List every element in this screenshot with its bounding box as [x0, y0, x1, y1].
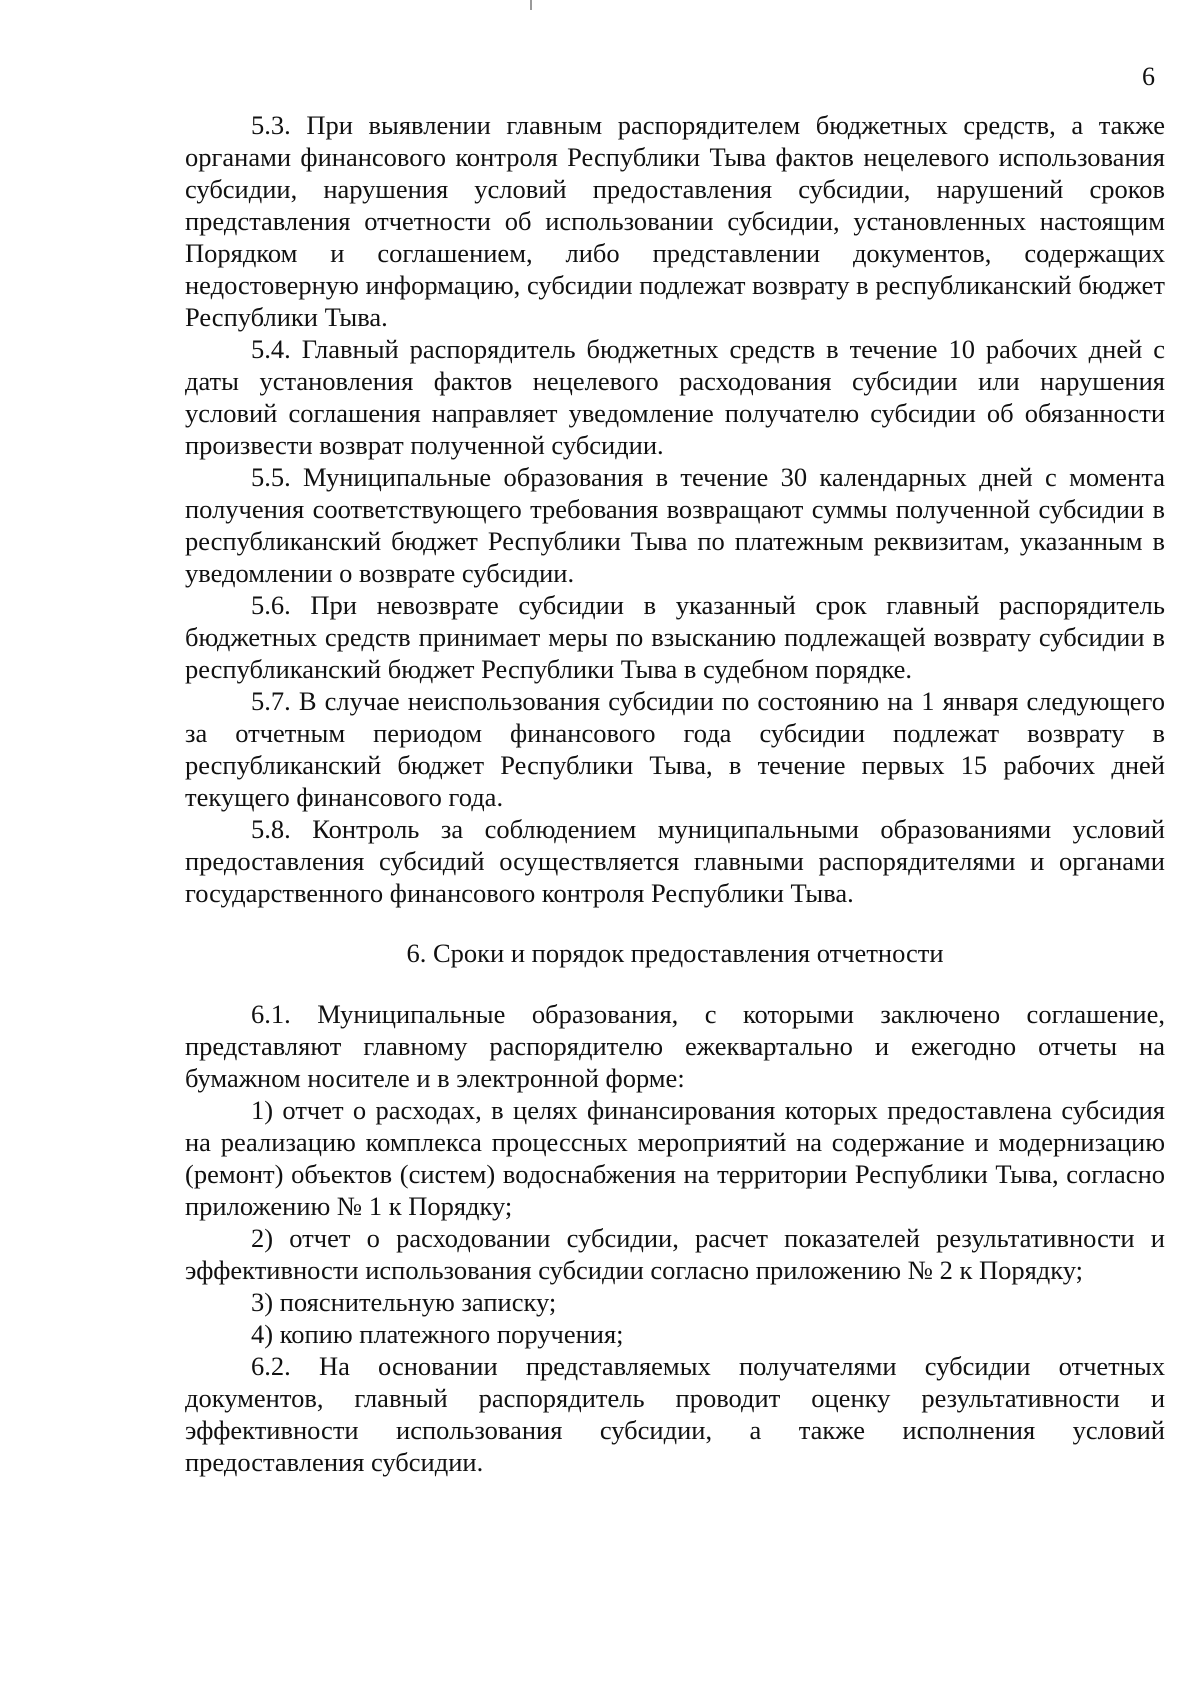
list-item-3: 3) пояснительную записку;: [251, 1287, 557, 1317]
list-item-1: 1) отчет о расходах, в целях финансирования которых предоставлена субсидия на реализацию комплекса процессных мероприятий на содержание и модернизацию (ремонт) объектов (систем) водоснабжения на территории Республики Тыва, согласно приложению № 1 к Порядку;: [185, 1095, 1165, 1221]
section-6-heading: 6. Сроки и порядок предоставления отчетности: [406, 938, 944, 968]
list-item-2: 2) отчет о расходовании субсидии, расчет показателей результативности и эффективности использования субсидии согласно приложению № 2 к Порядку;: [185, 1223, 1165, 1285]
page-number: 6: [1142, 62, 1155, 91]
paragraph-5-3: 5.3. При выявлении главным распорядителем бюджетных средств, а также органами финансового контроля Республики Тыва фактов нецелевого использования субсидии, нарушения условий предоставления субсидии, нарушений сроков представления отчетности об использовании субсидии, установленных настоящим Порядком и соглашением, либо представлении документов, содержащих недостоверную информацию, субсидии подлежат возврату в республиканский бюджет Республики Тыва.: [185, 110, 1165, 332]
paragraph-5-6: 5.6. При невозврате субсидии в указанный срок главный распорядитель бюджетных средств принимает меры по взысканию подлежащей возврату субсидии в республиканский бюджет Республики Тыва в судебном порядке.: [185, 590, 1165, 684]
paragraph-6-2: 6.2. На основании представляемых получателями субсидии отчетных документов, главный распорядитель проводит оценку результативности и эффективности использования субсидии, а также исполнения условий предоставления субсидии.: [185, 1351, 1165, 1477]
paragraph-5-5: 5.5. Муниципальные образования в течение 30 календарных дней с момента получения соответствующего требования возвращают суммы полученной субсидии в республиканский бюджет Республики Тыва по платежным реквизитам, указанным в уведомлении о возврате субсидии.: [185, 462, 1165, 588]
paragraph-5-4: 5.4. Главный распорядитель бюджетных средств в течение 10 рабочих дней с даты установления фактов нецелевого расходования субсидии или нарушения условий соглашения направляет уведомление получателю субсидии об обязанности произвести возврат полученной субсидии.: [185, 334, 1165, 460]
paragraph-5-7: 5.7. В случае неиспользования субсидии по состоянию на 1 января следующего за отчетным периодом финансового года субсидии подлежат возврату в республиканский бюджет Республики Тыва, в течение первых 15 рабочих дней текущего финансового года.: [185, 686, 1165, 812]
scan-artifact-mark: [530, 0, 532, 10]
paragraph-5-8: 5.8. Контроль за соблюдением муниципальными образованиями условий предоставления субсидий осуществляется главными распорядителями и органами государственного финансового контроля Республики Тыва.: [185, 814, 1165, 908]
paragraph-6-1: 6.1. Муниципальные образования, с которыми заключено соглашение, представляют главному распорядителю ежеквартально и ежегодно отчеты на бумажном носителе и в электронной форме:: [185, 999, 1165, 1093]
list-item-4: 4) копию платежного поручения;: [251, 1319, 624, 1349]
document-body: [185, 109, 1165, 1478]
